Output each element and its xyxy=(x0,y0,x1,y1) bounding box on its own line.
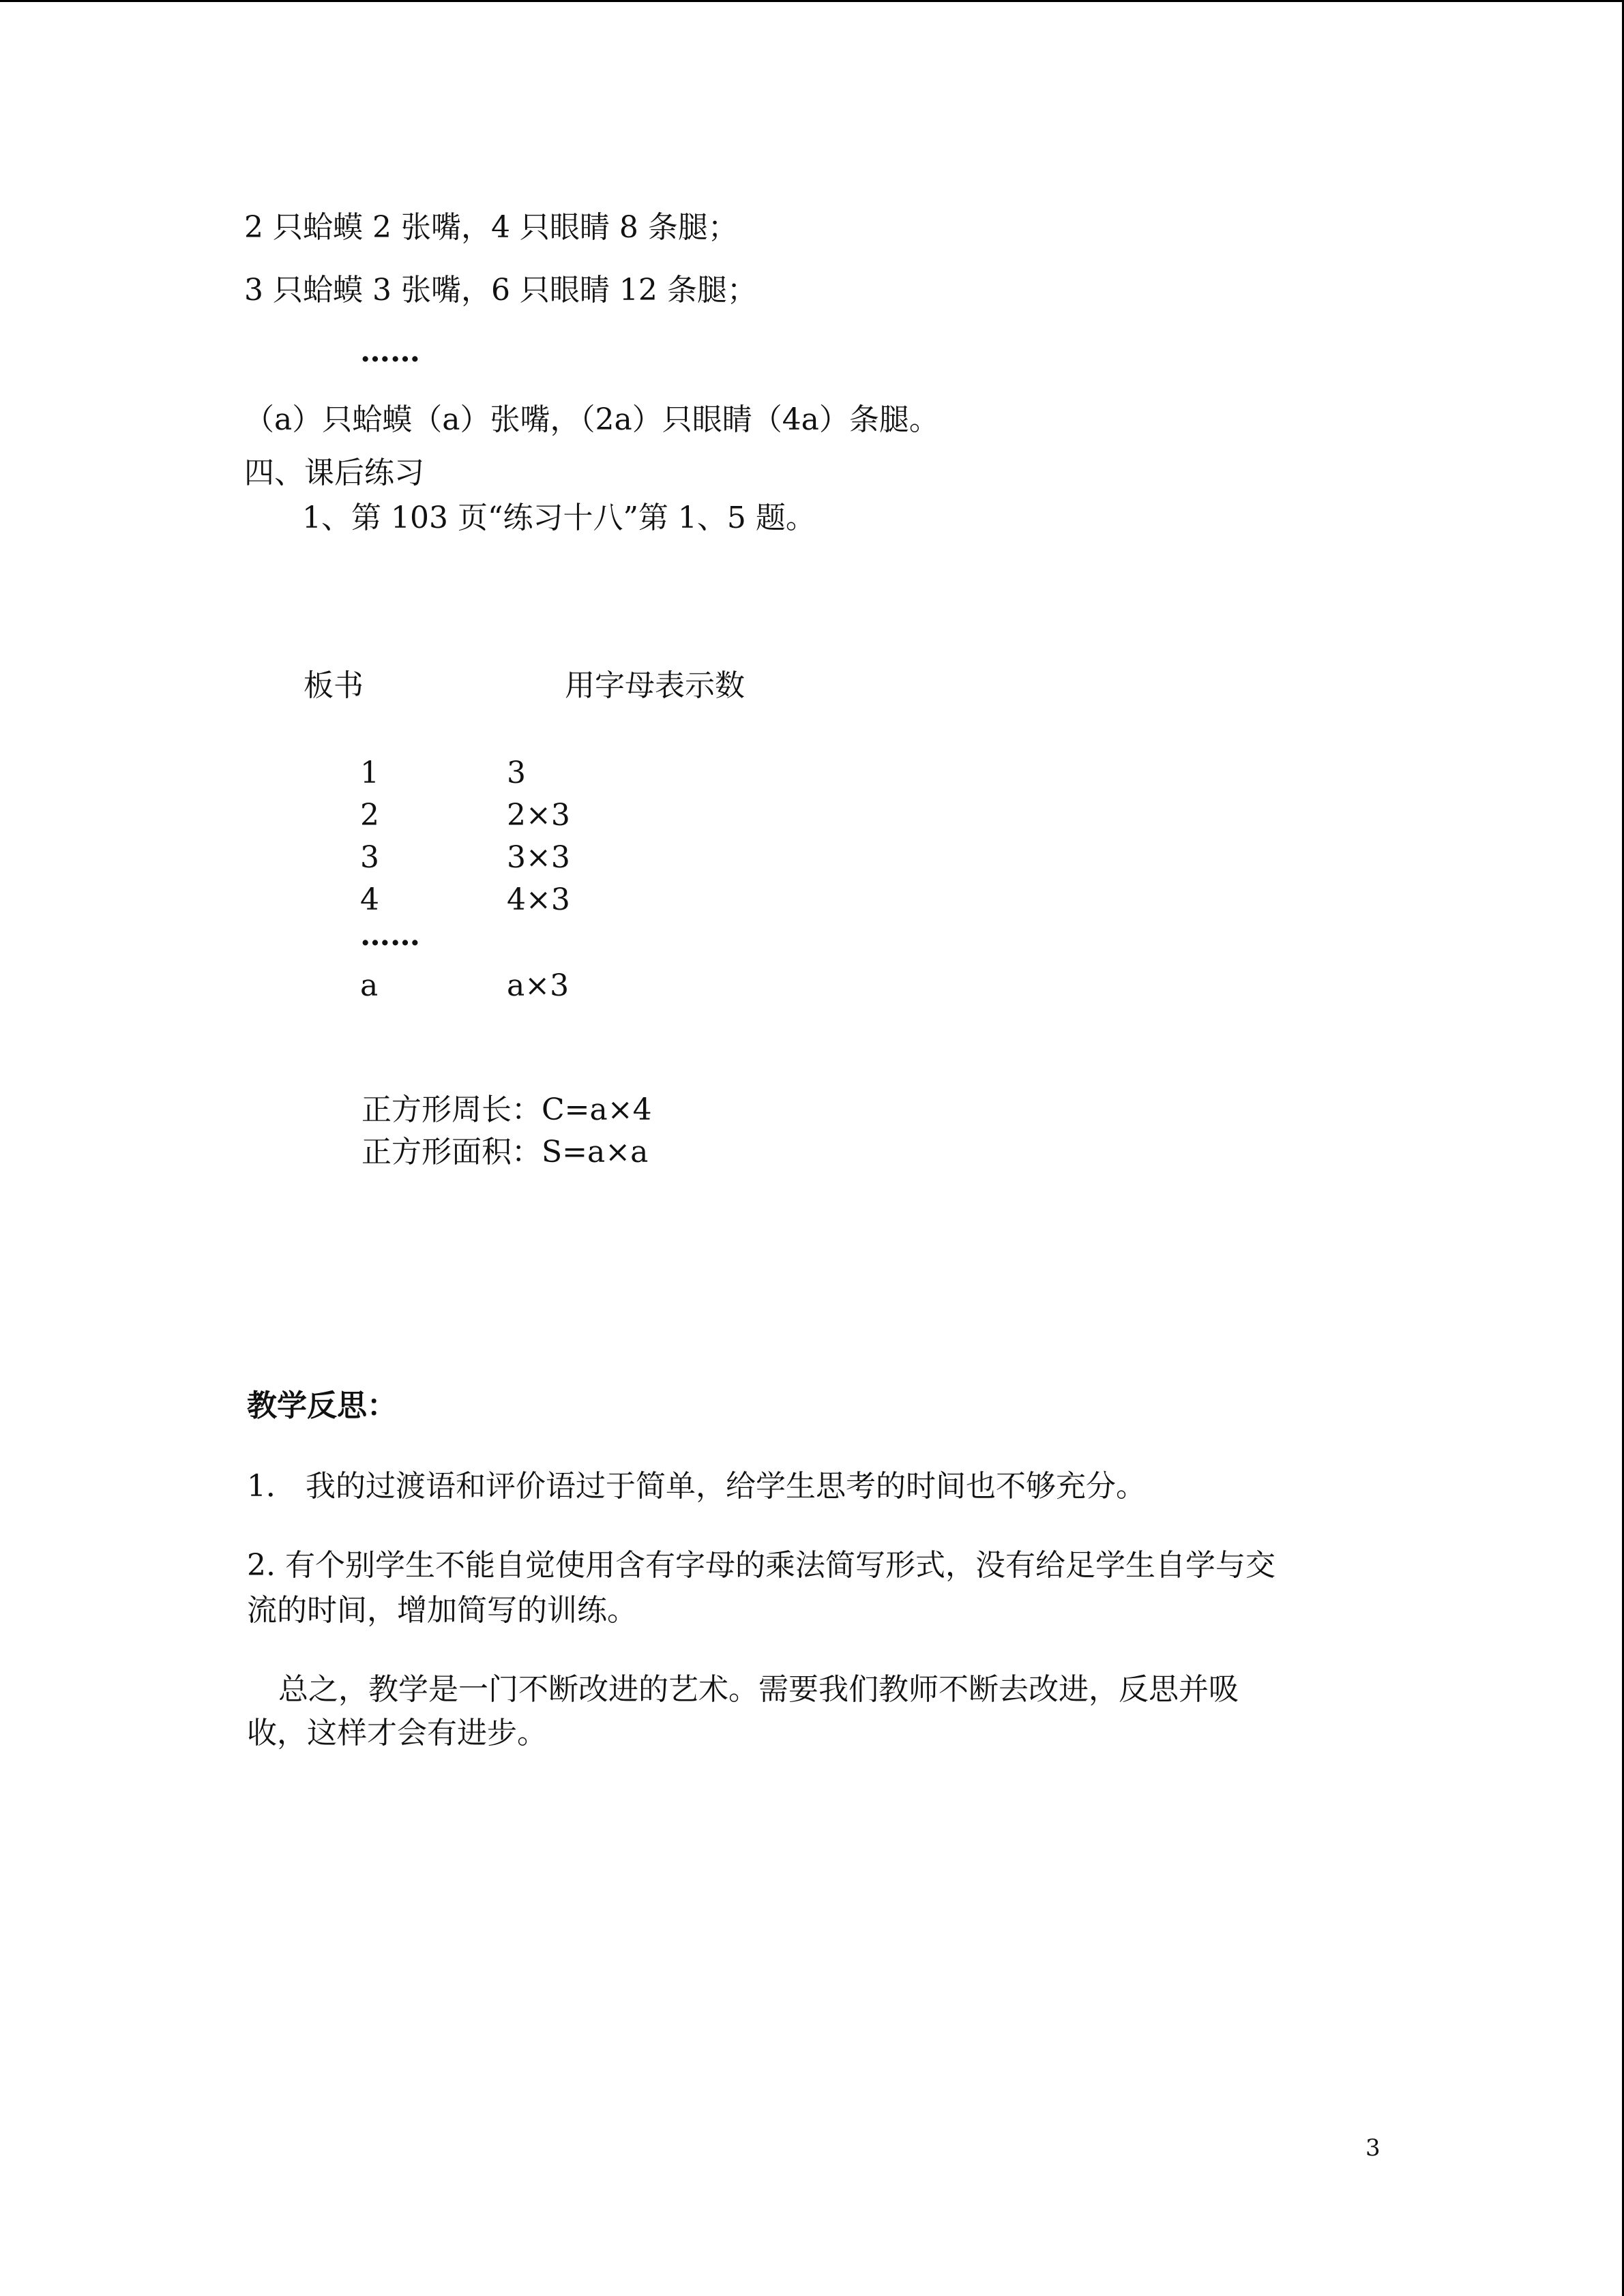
reflection-summary-line-2: 收，这样才会有进步。 xyxy=(247,1716,547,1750)
reflection-point-2-line-1: 2. 有个别学生不能自觉使用含有字母的乘法简写形式，没有给足学生自学与交 xyxy=(247,1548,1275,1583)
board-row-3-expr: 3×3 xyxy=(507,840,570,875)
board-title: 用字母表示数 xyxy=(565,668,745,703)
board-area-formula: 正方形面积：S=a×a xyxy=(361,1135,649,1169)
board-row-2-expr: 2×3 xyxy=(507,798,570,833)
board-row-6-expr: a×3 xyxy=(507,968,570,1003)
page-number: 3 xyxy=(1365,2134,1381,2162)
board-row-3-n: 3 xyxy=(360,840,379,875)
reflection-heading: 教学反思： xyxy=(247,1388,397,1423)
board-row-4-expr: 4×3 xyxy=(507,882,570,917)
reflection-summary-line-1: 总之，教学是一门不断改进的艺术。需要我们教师不断去改进，反思并吸 xyxy=(278,1672,1239,1707)
exercise-item-1: 1、第 103 页“练习十八”第 1、5 题。 xyxy=(302,501,816,535)
rhyme-ellipsis: …… xyxy=(360,334,420,369)
rhyme-line-3: （a）只蛤蟆（a）张嘴，（2a）只眼睛（4a）条腿。 xyxy=(244,402,939,437)
board-label: 板书 xyxy=(304,668,364,703)
reflection-point-1: 1． 我的过渡语和评价语过于简单，给学生思考的时间也不够充分。 xyxy=(247,1469,1146,1504)
rhyme-line-2: 3 只蛤蟆 3 张嘴，6 只眼睛 12 条腿； xyxy=(244,273,757,308)
board-row-1-n: 1 xyxy=(360,756,379,790)
board-perimeter-formula: 正方形周长：C=a×4 xyxy=(361,1092,652,1127)
page-top-border xyxy=(0,0,1624,2)
board-row-1-expr: 3 xyxy=(507,756,526,790)
board-row-2-n: 2 xyxy=(360,798,379,833)
reflection-point-2-line-2: 流的时间，增加简写的训练。 xyxy=(247,1593,637,1628)
board-row-4-n: 4 xyxy=(360,882,379,917)
board-row-5-ellipsis: …… xyxy=(360,918,420,953)
exercise-heading: 四、课后练习 xyxy=(244,456,424,490)
board-row-6-n: a xyxy=(360,968,379,1003)
rhyme-line-1: 2 只蛤蟆 2 张嘴，4 只眼睛 8 条腿； xyxy=(244,210,738,245)
